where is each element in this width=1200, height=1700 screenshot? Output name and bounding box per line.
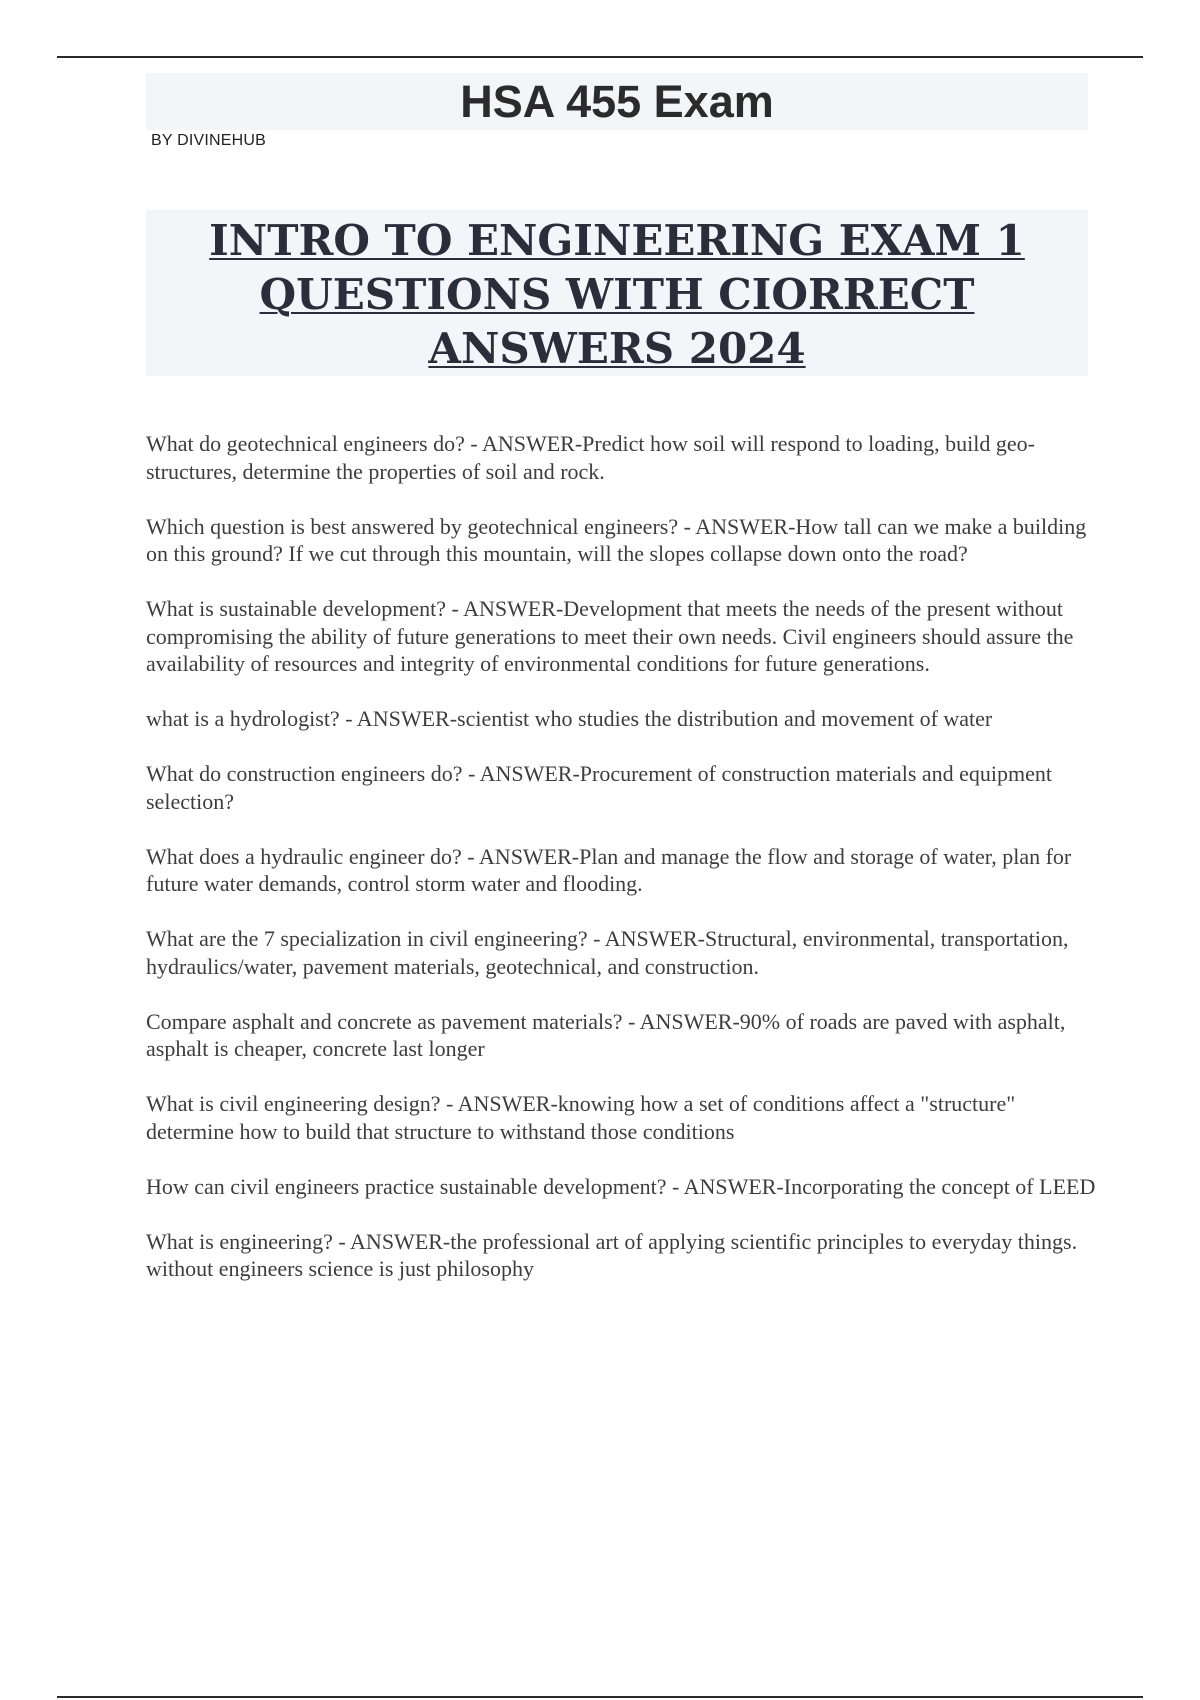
qa-item: Compare asphalt and concrete as pavement materials? - ANSWER-90% of roads are paved with asphalt, asphalt is cheaper, concrete last longer: [146, 1008, 1066, 1061]
qa-item: what is a hydrologist? - ANSWER-scientist who studies the distribution and movement of water: [146, 706, 993, 731]
document-title: [146, 210, 1088, 376]
qa-item: What are the 7 specialization in civil engineering? - ANSWER-Structural, environmental, transportation, hydraulics/water, pavement materials, geotechnical, and construction.: [146, 926, 1069, 979]
qa-item: How can civil engineers practice sustainable development? - ANSWER-Incorporating the concept of LEED: [146, 1173, 1096, 1199]
qa-item: What does a hydraulic engineer do? - ANSWER-Plan and manage the flow and storage of water, plan for future water demands, control storm water and flooding.: [146, 843, 1072, 896]
document-title-line-3: ANSWERS 2024: [428, 324, 806, 373]
qa-item: What is sustainable development? - ANSWER-Development that meets the needs of the present without compromising the ability of future generations to meet their own needs. Civil engineers should assure the availability of resources and integrity of environmental conditions for future generations.: [146, 596, 1074, 676]
header-band: [146, 73, 1088, 130]
qa-item: Which question is best answered by geotechnical engineers? - ANSWER-How tall can we make a building on this ground? If we cut through this mountain, will the slopes collapse down onto the road?: [146, 513, 1087, 566]
byline: BY DIVINEHUB: [151, 132, 267, 149]
document-title-line-1: INTRO TO ENGINEERING EXAM 1: [209, 216, 1025, 265]
exam-title: HSA 455 Exam: [460, 76, 774, 127]
qa-item: What is engineering? - ANSWER-the professional art of applying scientific principles to everyday things. without engineers science is just philosophy: [146, 1228, 1078, 1281]
qa-item: What is civil engineering design? - ANSWER-knowing how a set of conditions affect a "structure" determine how to build that structure to withstand those conditions: [146, 1091, 1016, 1144]
qa-item: What do geotechnical engineers do? - ANSWER-Predict how soil will respond to loading, build geo-structures, determine the properties of soil and rock.: [146, 431, 1035, 484]
bottom-rule: [57, 1696, 1143, 1698]
qa-item: What do construction engineers do? - ANSWER-Procurement of construction materials and equipment selection?: [146, 761, 1053, 814]
top-rule: [57, 56, 1143, 58]
document-title-line-2: QUESTIONS WITH CIORRECT: [259, 270, 975, 319]
document-title-band: [146, 210, 1088, 376]
qa-list: [146, 430, 1096, 1310]
